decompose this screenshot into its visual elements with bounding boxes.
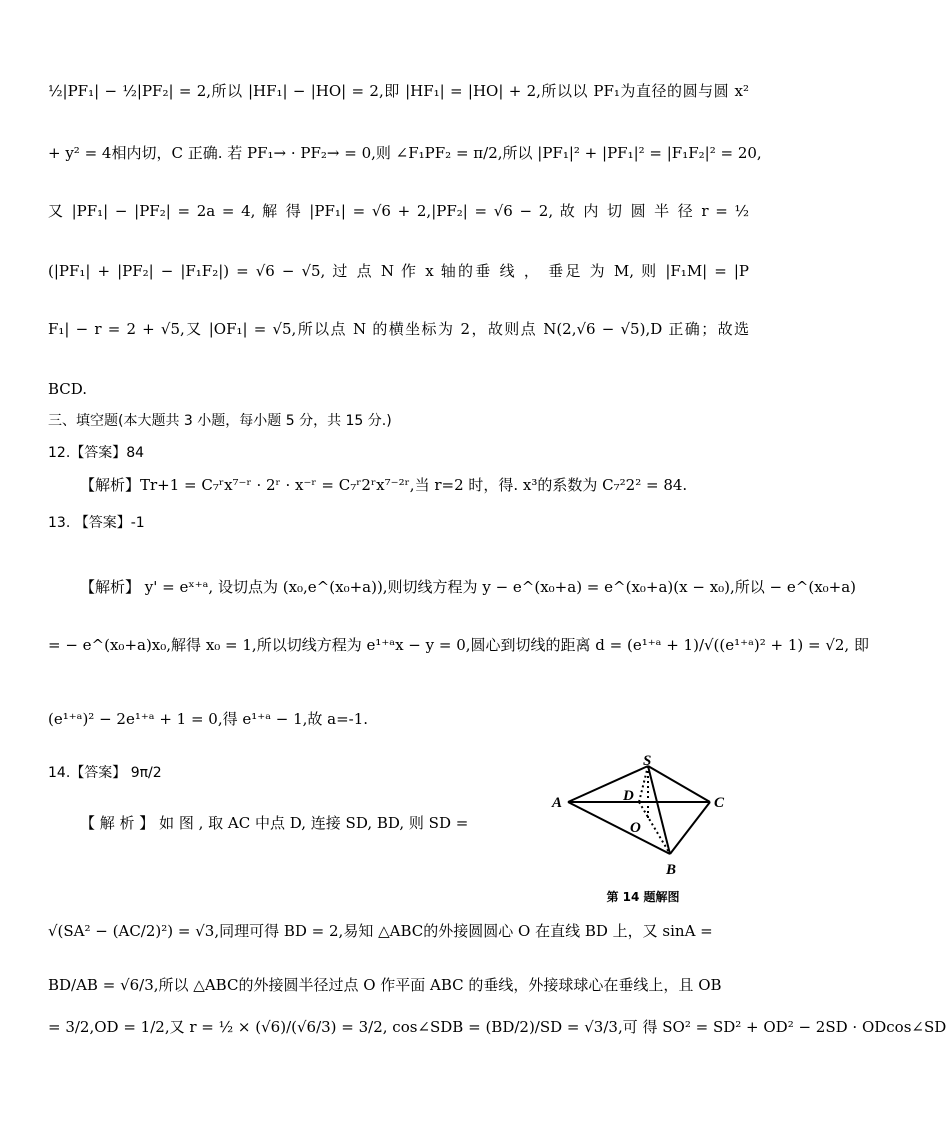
answer-12: 12.【答案】84 — [48, 445, 145, 461]
text-line: BCD. — [48, 380, 88, 398]
edge-SC — [648, 766, 710, 802]
solution-14: 【 解 析 】 如 图 , 取 AC 中点 D, 连接 SD, BD, 则 SD = — [80, 814, 469, 832]
edge-SB — [648, 766, 670, 854]
label-B: B — [666, 862, 677, 878]
section-heading: 三、填空题(本大题共 3 小题，每小题 5 分，共 15 分.) — [48, 413, 392, 429]
edge-BC — [670, 802, 710, 854]
label-C: C — [714, 795, 725, 811]
text-line: 又 |PF₁| − |PF₂| = 2a = 4, 解 得 |PF₁| = √6 + 2,|PF₂| = √6 − 2, 故 内 切 圆 半 径 r = ½ — [48, 202, 749, 220]
figure-caption: 第 14 题解图 — [606, 890, 680, 904]
text-line: (e¹⁺ᵃ)² − 2e¹⁺ᵃ + 1 = 0,得 e¹⁺ᵃ − 1,故 a=-1. — [48, 710, 369, 728]
label-S: S — [643, 753, 652, 769]
geometry-figure — [548, 753, 738, 906]
tetrahedron-diagram — [548, 753, 738, 886]
text-line: = 3/2,OD = 1/2,又 r = ½ × (√6)/(√6/3) = 3/2, cos∠SDB = (BD/2)/SD = √3/3,可 得 SO² = SD² + OD² − 2SD · ODcos∠SD — [48, 1018, 946, 1036]
label-D: D — [623, 788, 634, 804]
solution-13: 【解析】 y' = eˣ⁺ᵃ, 设切点为 (x₀,e^(x₀+a)),则切线方程为 y − e^(x₀+a) = e^(x₀+a)(x − x₀),所以 − e^(x₀+a) — [80, 578, 857, 596]
text-line: = − e^(x₀+a)x₀,解得 x₀ = 1,所以切线方程为 e¹⁺ᵃx − y = 0,圆心到切线的距离 d = (e¹⁺ᵃ + 1)/√((e¹⁺ᵃ)² + 1) = √2, 即 — [48, 636, 869, 654]
answer-14: 14.【答案】 9π/2 — [48, 765, 162, 781]
text-line: BD/AB = √6/3,所以 △ABC的外接圆半径过点 O 作平面 ABC 的垂线，外接球球心在垂线上，且 OB — [48, 976, 722, 994]
segment-SD — [639, 766, 648, 802]
label-O: O — [630, 820, 641, 836]
label-A: A — [552, 795, 563, 811]
text-line: √(SA² − (AC/2)²) = √3,同理可得 BD = 2,易知 △ABC的外接圆圆心 O 在直线 BD 上，又 sinA = — [48, 922, 713, 940]
text-line: + y² = 4相内切，C 正确. 若 PF₁→ · PF₂→ = 0,则 ∠F₁PF₂ = π/2,所以 |PF₁|² + |PF₁|² = |F₁F₂|² = 20, — [48, 144, 762, 162]
solution-12: 【解析】Tr+1 = C₇ʳx⁷⁻ʳ · 2ʳ · x⁻ʳ = C₇ʳ2ʳx⁷⁻²ʳ,当 r=2 时，得. x³的系数为 C₇²2² = 84. — [80, 476, 688, 494]
text-line: (|PF₁| + |PF₂| − |F₁F₂|) = √6 − √5, 过 点 N 作 x 轴的垂 线 ， 垂足 为 M, 则 |F₁M| = |P — [48, 262, 749, 280]
text-line: ½|PF₁| − ½|PF₂| = 2,所以 |HF₁| − |HO| = 2,即 |HF₁| = |HO| + 2,所以以 PF₁为直径的圆与圆 x² — [48, 82, 749, 100]
answer-13: 13. 【答案】-1 — [48, 515, 145, 531]
text-line: F₁| − r = 2 + √5,又 |OF₁| = √5,所以点 N 的横坐标为 2，故则点 N(2,√6 − √5),D 正确；故选 — [48, 320, 749, 338]
edge-AS — [568, 766, 648, 802]
